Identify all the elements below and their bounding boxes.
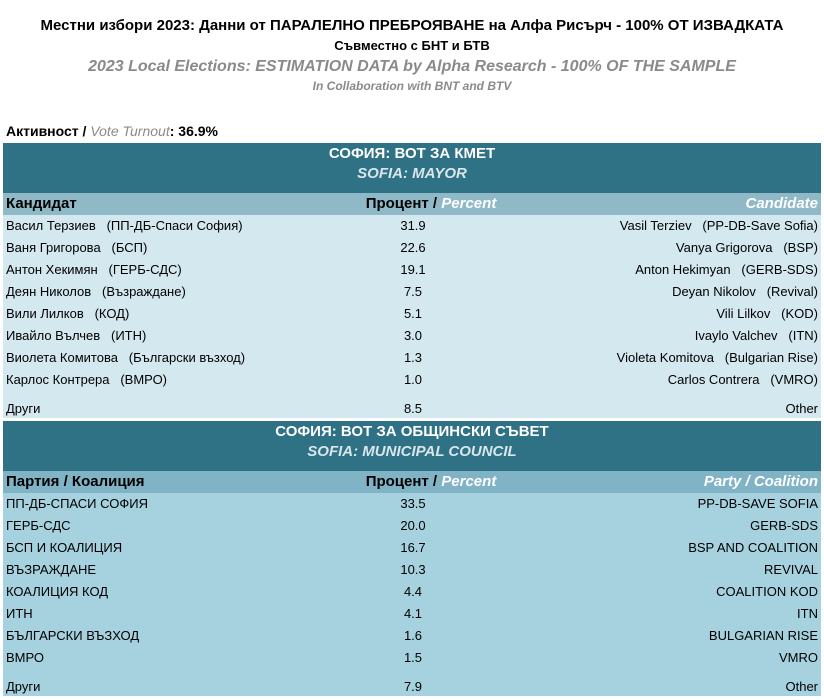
table-row-other [3,391,821,418]
row-name-en: Other [785,679,818,694]
row-percent: 1.0 [403,372,423,387]
row-percent: 7.9 [403,679,423,694]
row-name-en: Anton Hekimyan (GERB-SDS) [635,262,818,277]
row-percent: 1.3 [403,350,423,365]
row-name-en: Violeta Komitova (Bulgarian Rise) [616,350,818,365]
table-row [3,559,821,581]
table-row [3,515,821,537]
row-name-en: Deyan Nikolov (Revival) [672,284,818,299]
row-percent: 33.5 [400,496,426,511]
mayor-col-percent [303,195,559,212]
table-row [3,493,821,515]
row-name-en: BSP AND COALITION [688,540,818,555]
mayor-column-header [3,193,821,215]
table-row [3,581,821,603]
row-name-en: Ivaylo Valchev (ITN) [694,328,818,343]
report-title: Местни избори 2023: Данни от ПАРАЛЕЛНО ПРЕБРОЯВАНЕ на Алфа Рисърч - 100% ОТ ИЗВАДКАТА [40,17,784,34]
table-row [3,325,821,347]
mayor-table-body [3,215,821,418]
row-percent: 1.5 [403,650,423,665]
table-row [3,303,821,325]
table-row [3,237,821,259]
report-subtitle: Съвместно с БНТ и БТВ [334,38,490,53]
row-name-bg: Карлос Контрера (ВМРО) [6,372,168,387]
row-name-en: Vanya Grigorova (BSP) [675,240,818,255]
row-name-en: PP-DB-SAVE SOFIA [697,496,818,511]
report-subtitle-english: In Collaboration with BNT and BTV [312,79,512,93]
table-row [3,647,821,669]
mayor-title-english: SOFIA: MAYOR [357,165,467,182]
mayor-section [3,143,821,418]
turnout-separator: : [169,123,175,139]
council-col-percent-bg: Процент / [365,473,438,490]
council-table-body [3,493,821,696]
table-row [3,259,821,281]
row-name-en: Carlos Contrera (VMRO) [667,372,818,387]
table-row [3,281,821,303]
council-title-english: SOFIA: MUNICIPAL COUNCIL [307,443,517,460]
table-row [3,603,821,625]
row-percent: 8.5 [403,401,423,416]
row-name-en: Vili Lilkov (KOD) [716,306,818,321]
row-name-bg: Антон Хекимян (ГЕРБ-СДС) [6,262,182,277]
row-name-bg: Други [6,679,41,694]
council-title: СОФИЯ: ВОТ ЗА ОБЩИНСКИ СЪВЕТ [275,423,549,440]
council-section [3,421,821,696]
council-col-party-english: Party / Coalition [703,473,818,490]
row-percent: 22.6 [400,240,426,255]
row-name-bg: Ваня Григорова (БСП) [6,240,148,255]
row-percent: 31.9 [400,218,426,233]
row-name-bg: Вили Лилков (КОД) [6,306,130,321]
mayor-col-percent-en: Percent [441,195,497,212]
row-name-en: GERB-SDS [750,518,818,533]
row-percent: 19.1 [400,262,426,277]
row-percent: 10.3 [400,562,426,577]
turnout-line [6,123,218,139]
row-name-bg: ВЪЗРАЖДАНЕ [6,562,97,577]
row-name-bg: БЪЛГАРСКИ ВЪЗХОД [6,628,140,643]
table-row-other [3,669,821,696]
council-column-header [3,471,821,493]
row-name-en: REVIVAL [764,562,818,577]
row-name-bg: ГЕРБ-СДС [6,518,71,533]
row-percent: 16.7 [400,540,426,555]
table-row [3,625,821,647]
row-name-bg: КОАЛИЦИЯ КОД [6,584,109,599]
table-row [3,537,821,559]
mayor-col-candidate-english: Candidate [745,195,818,212]
turnout-value: 36.9% [178,123,218,139]
turnout-label: Активност / [6,123,87,139]
council-col-percent-en: Percent [441,473,497,490]
row-percent: 4.4 [403,584,423,599]
row-name-bg: Ивайло Вълчев (ИТН) [6,328,147,343]
row-name-en: COALITION KOD [716,584,818,599]
row-name-bg: Виолета Комитова (Български възход) [6,350,246,365]
row-name-bg: Деян Николов (Възраждане) [6,284,186,299]
row-percent: 7.5 [403,284,423,299]
row-name-bg: Васил Терзиев (ПП-ДБ-Спаси София) [6,218,243,233]
row-name-bg: ВМРО [6,650,44,665]
row-name-en: Other [785,401,818,416]
row-name-bg: БСП И КОАЛИЦИЯ [6,540,123,555]
mayor-col-candidate: Кандидат [6,195,77,212]
table-row [3,347,821,369]
table-row [3,369,821,391]
council-section-header [3,421,821,471]
row-percent: 5.1 [403,306,423,321]
row-name-en: BULGARIAN RISE [708,628,818,643]
row-name-bg: ПП-ДБ-СПАСИ СОФИЯ [6,496,148,511]
mayor-col-percent-bg: Процент / [365,195,438,212]
table-row [3,215,821,237]
report-title-english: 2023 Local Elections: ESTIMATION DATA by Alpha Research - 100% OF THE SAMPLE [88,58,736,75]
turnout-label-english: Vote Turnout [90,123,170,139]
mayor-section-header [3,143,821,193]
row-name-en: VMRO [779,650,818,665]
row-percent: 3.0 [403,328,423,343]
row-percent: 4.1 [403,606,423,621]
row-name-en: ITN [797,606,818,621]
council-col-percent [303,473,559,490]
row-percent: 1.6 [403,628,423,643]
row-name-bg: ИТН [6,606,33,621]
council-col-party: Партия / Коалиция [6,473,145,490]
row-name-bg: Други [6,401,41,416]
row-percent: 20.0 [400,518,426,533]
row-name-en: Vasil Terziev (PP-DB-Save Sofia) [619,218,818,233]
mayor-title: СОФИЯ: ВОТ ЗА КМЕТ [328,145,496,162]
